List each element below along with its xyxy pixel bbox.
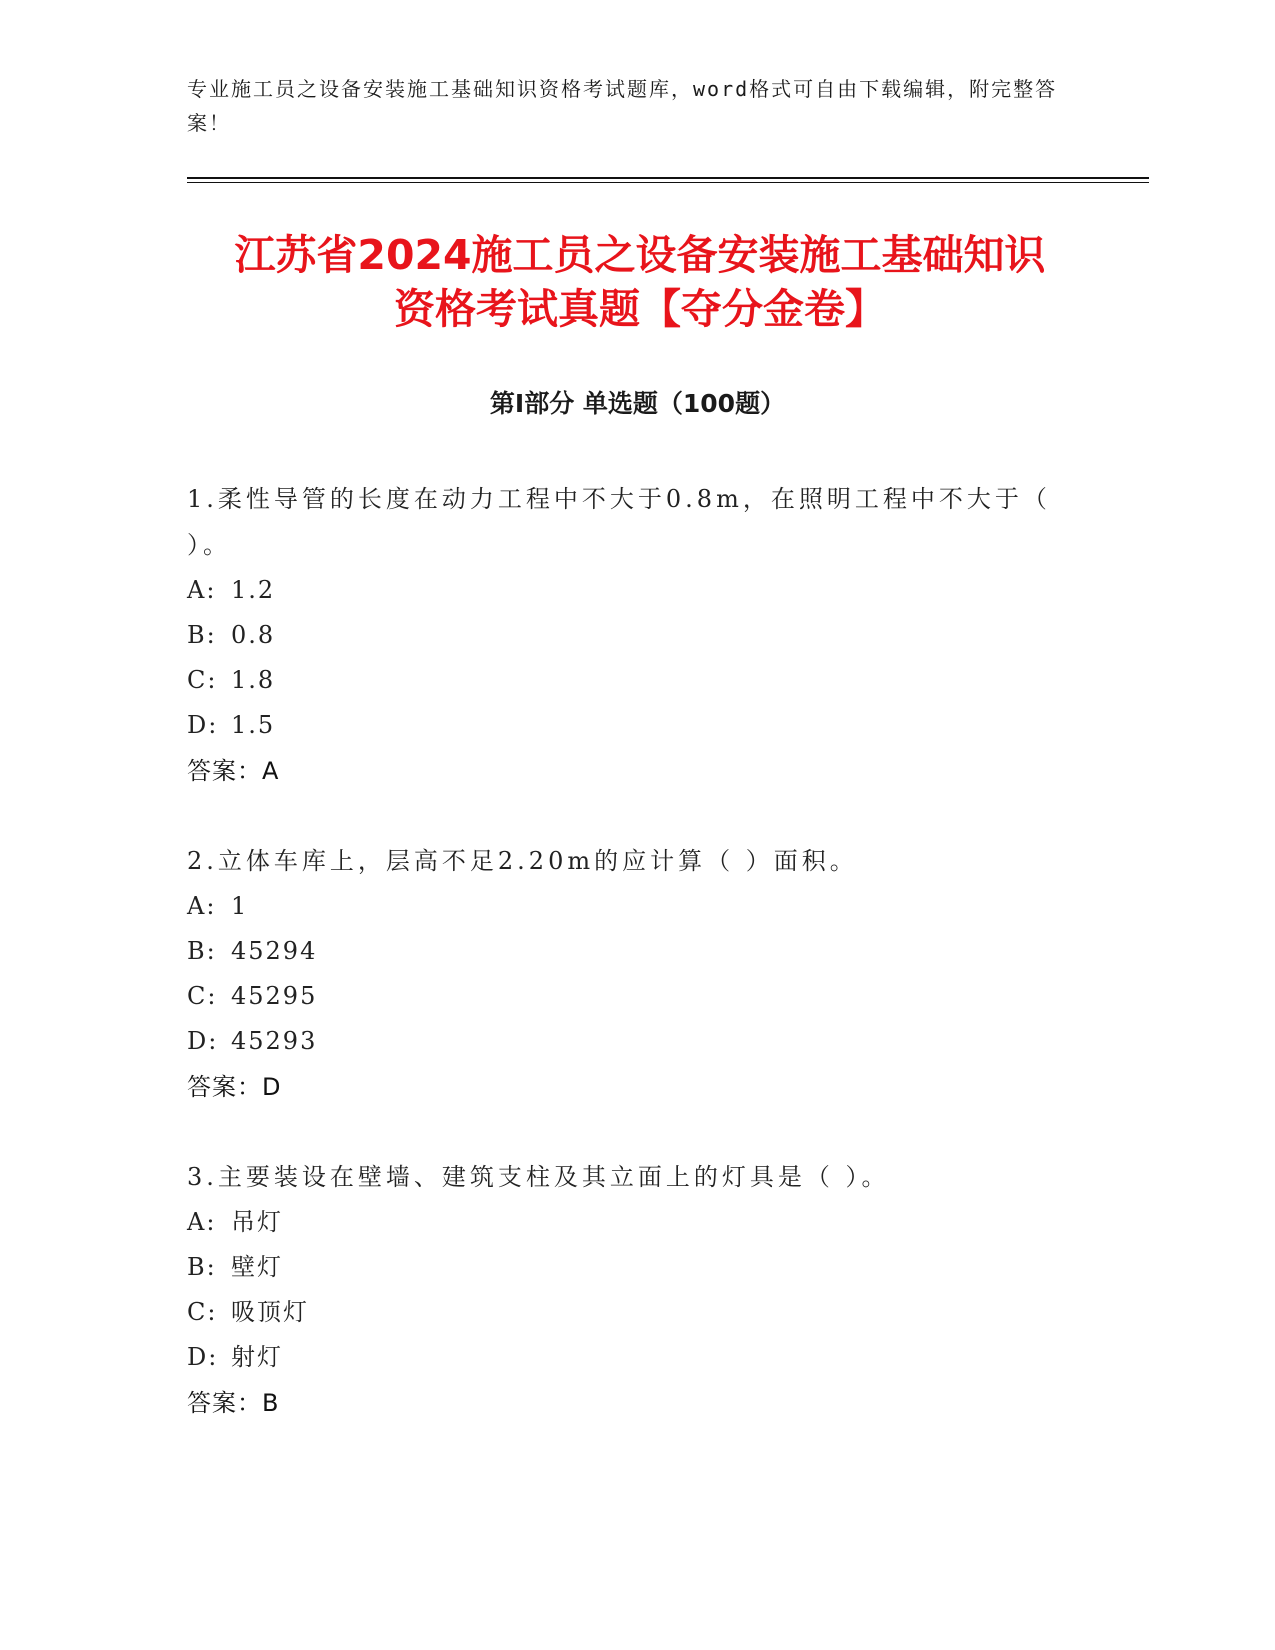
answer-label: 答案：A [187,757,280,785]
answer-label: 答案：D [187,1073,282,1101]
option-b [187,1245,1087,1290]
option-letter: D: [187,1343,219,1371]
option-text: 1.5 [231,711,276,739]
option-text: 1.8 [231,666,276,694]
header-divider-thin [187,182,1149,183]
question-item [187,1154,1087,1426]
option-letter: C: [187,666,218,694]
option-d [187,1019,1087,1064]
option-b [187,929,1087,974]
title-line-2: 资格考试真题【夺分金卷】 [394,285,886,333]
option-d [187,703,1087,748]
option-letter: A: [187,576,217,604]
question-list [187,476,1087,1470]
option-c [187,658,1087,703]
option-letter: C: [187,1298,218,1326]
option-text: 1.2 [231,576,276,604]
option-letter: A: [187,892,217,920]
option-text: 45293 [231,1027,318,1055]
answer-label: 答案：B [187,1389,280,1417]
option-text: 射灯 [231,1343,283,1371]
question-stem: 3.主要装设在壁墙、建筑支柱及其立面上的灯具是（ ）。 [187,1163,890,1191]
option-letter: B: [187,621,217,649]
header-note: 专业施工员之设备安装施工基础知识资格考试题库，word格式可自由下载编辑，附完整答案！ [187,77,1058,135]
option-a [187,884,1087,929]
header-divider [187,177,1149,179]
option-letter: B: [187,1253,217,1281]
option-text: 吊灯 [231,1208,283,1236]
option-letter: A: [187,1208,217,1236]
question-stem: 2.立体车库上，层高不足2.20m的应计算（ ）面积。 [187,847,858,875]
option-text: 吸顶灯 [231,1298,309,1326]
option-letter: D: [187,1027,219,1055]
option-b [187,613,1087,658]
option-a [187,1200,1087,1245]
option-c [187,1290,1087,1335]
option-text: 1 [231,892,249,920]
option-letter: C: [187,982,218,1010]
question-item [187,476,1087,794]
option-c [187,974,1087,1019]
option-text: 45294 [231,937,318,965]
option-letter: D: [187,711,219,739]
option-d [187,1335,1087,1380]
document-title [160,228,1120,336]
question-stem: 1.柔性导管的长度在动力工程中不大于0.8m，在照明工程中不大于（ ）。 [187,485,1051,559]
option-a [187,568,1087,613]
option-text: 0.8 [231,621,276,649]
section-title: 第I部分 单选题（100题） [489,389,786,418]
option-text: 壁灯 [231,1253,283,1281]
question-item [187,838,1087,1110]
option-letter: B: [187,937,217,965]
option-text: 45295 [231,982,318,1010]
title-line-1: 江苏省2024施工员之设备安装施工基础知识 [234,231,1046,279]
